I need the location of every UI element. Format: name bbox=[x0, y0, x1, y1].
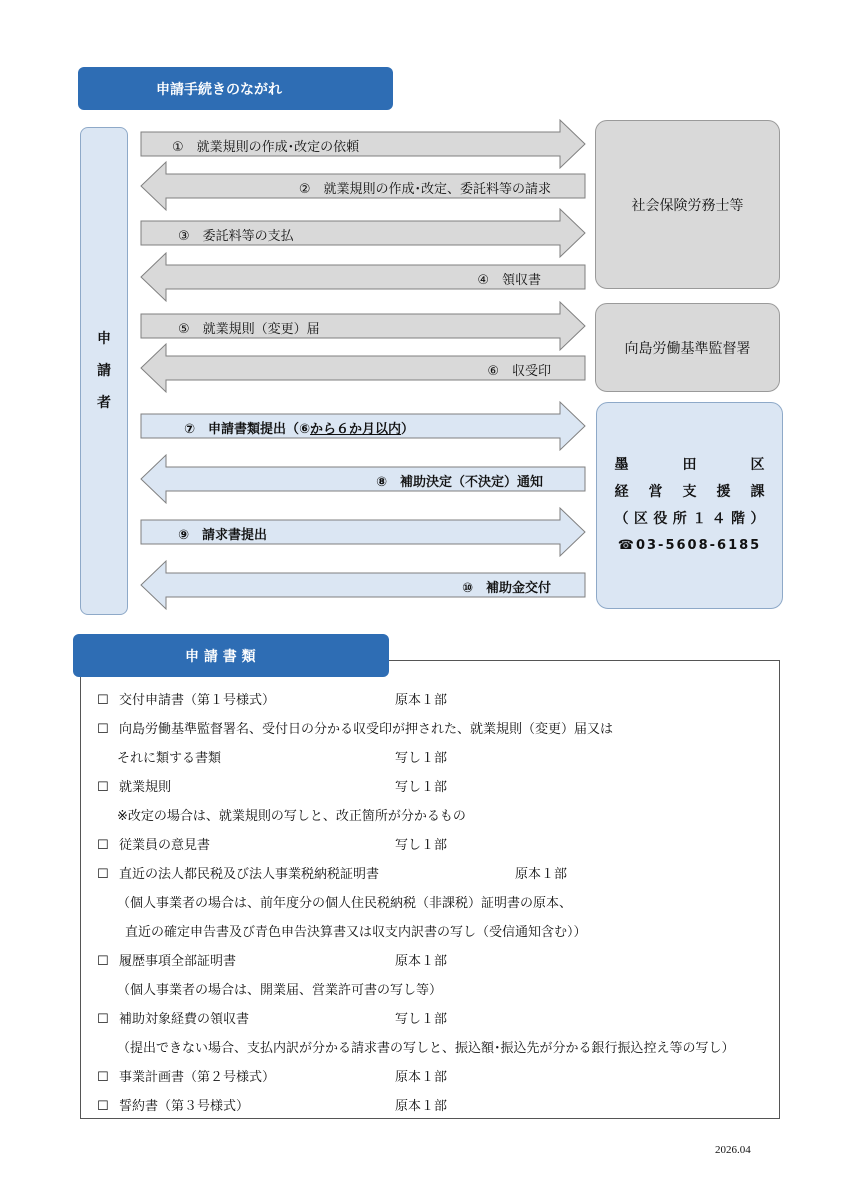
document-copies: 写し１部 bbox=[395, 1012, 448, 1027]
document-item-text: （提出できない場合、支払内訳が分かる請求書の写しと、振込額･振込先が分かる銀行振込控え等の写し） bbox=[117, 1041, 735, 1056]
office-char: 営 bbox=[648, 484, 663, 500]
document-item bbox=[117, 747, 221, 766]
step-7-tail: ） bbox=[401, 422, 415, 437]
office-char: 経 bbox=[614, 484, 629, 500]
step-1-label: ① 就業規則の作成･改定の依頼 bbox=[172, 140, 360, 155]
office-char: １ bbox=[692, 511, 707, 527]
checkbox-icon[interactable]: ☐ bbox=[97, 722, 109, 737]
office-department bbox=[615, 479, 765, 506]
step-7-label bbox=[184, 418, 414, 437]
document-item-text: 誓約書（第３号様式） bbox=[119, 1099, 250, 1114]
office-char: 支 bbox=[682, 484, 697, 500]
document-item-text: 直近の法人都民税及び法人事業税納税証明書 bbox=[119, 867, 380, 882]
document-item-text: それに類する書類 bbox=[117, 751, 222, 766]
step-9-label: ⑨ 請求書提出 bbox=[178, 528, 268, 543]
document-item bbox=[97, 1095, 249, 1114]
checkbox-icon[interactable]: ☐ bbox=[97, 780, 109, 795]
checkbox-icon[interactable]: ☐ bbox=[97, 1099, 109, 1114]
docs-section-title bbox=[73, 634, 389, 677]
document-item bbox=[97, 1008, 249, 1027]
sharoushi-label: 社会保険労務士等 bbox=[631, 197, 744, 214]
document-item-text: （個人事業者の場合は、開業届、営業許可書の写し等） bbox=[117, 983, 443, 998]
office-char: 階 bbox=[731, 511, 746, 527]
document-item bbox=[97, 834, 210, 853]
office-char: 課 bbox=[750, 484, 765, 500]
office-char: 墨 bbox=[614, 457, 629, 473]
document-copies: 原本１部 bbox=[395, 954, 448, 969]
step-7-text: ⑦ 申請書類提出（⑥ bbox=[184, 422, 311, 437]
step-10-label: ⑩ 補助金交付 bbox=[461, 581, 551, 596]
applicant-char: 申 bbox=[97, 331, 111, 347]
document-item-text: 履歴事項全部証明書 bbox=[119, 954, 237, 969]
document-item bbox=[117, 979, 442, 998]
document-date: 2026.04 bbox=[715, 1144, 751, 1156]
checkbox-icon[interactable]: ☐ bbox=[97, 1070, 109, 1085]
document-item bbox=[97, 950, 236, 969]
document-item bbox=[97, 1066, 275, 1085]
kantoku-box bbox=[595, 303, 780, 392]
document-item-text: （個人事業者の場合は、前年度分の個人住民税納税（非課税）証明書の原本、 bbox=[117, 896, 573, 911]
document-item bbox=[125, 921, 587, 940]
step-6-label: ⑥ 収受印 bbox=[487, 364, 551, 379]
flow-title-text: 申請手続きのながれ bbox=[156, 81, 282, 98]
document-copies: 原本１部 bbox=[395, 1099, 448, 1114]
document-item-text: 交付申請書（第１号様式） bbox=[119, 693, 276, 708]
document-item-text: 就業規則 bbox=[119, 780, 172, 795]
document-item bbox=[97, 863, 379, 882]
document-item bbox=[117, 892, 572, 911]
document-copies: 写し１部 bbox=[395, 751, 448, 766]
document-item-text: 向島労働基準監督署名、受付日の分かる収受印が押された、就業規則（変更）届又は bbox=[119, 722, 614, 737]
document-item bbox=[97, 689, 275, 708]
document-item bbox=[97, 776, 171, 795]
step-5-label: ⑤ 就業規則（変更）届 bbox=[178, 322, 320, 337]
document-item bbox=[117, 805, 466, 824]
office-char: 田 bbox=[682, 457, 697, 473]
document-item bbox=[117, 1037, 735, 1056]
document-item-text: 従業員の意見書 bbox=[119, 838, 211, 853]
step-8-label: ⑧ 補助決定（不決定）通知 bbox=[375, 475, 543, 490]
document-item-text: 事業計画書（第２号様式） bbox=[119, 1070, 276, 1085]
step-7-deadline: から６か月以内 bbox=[310, 422, 402, 437]
office-char: 区 bbox=[750, 457, 765, 473]
step-2-label: ② 就業規則の作成･改定、委託料等の請求 bbox=[298, 182, 551, 197]
office-phone: ☎03-5608-6185 bbox=[617, 538, 762, 553]
checkbox-icon[interactable]: ☐ bbox=[97, 867, 109, 882]
office-char: ） bbox=[750, 511, 765, 527]
document-item-text: ※改定の場合は、就業規則の写しと、改正箇所が分かるもの bbox=[117, 809, 466, 824]
office-ward bbox=[615, 452, 765, 479]
office-char: 区 bbox=[633, 511, 648, 527]
checkbox-icon[interactable]: ☐ bbox=[97, 838, 109, 853]
sharoushi-box bbox=[595, 120, 780, 289]
checkbox-icon[interactable]: ☐ bbox=[97, 954, 109, 969]
document-copies: 写し１部 bbox=[395, 780, 448, 795]
checkbox-icon[interactable]: ☐ bbox=[97, 1012, 109, 1027]
office-box bbox=[596, 402, 783, 609]
document-copies: 原本１部 bbox=[395, 693, 448, 708]
kantoku-label: 向島労働基準監督署 bbox=[624, 340, 751, 357]
step-4-label: ④ 領収書 bbox=[477, 273, 541, 288]
office-floor bbox=[615, 506, 765, 533]
document-copies: 原本１部 bbox=[395, 1070, 448, 1085]
docs-title-text: 申 請 書 類 bbox=[185, 648, 256, 665]
applicant-char: 者 bbox=[97, 395, 111, 411]
office-char: ４ bbox=[711, 511, 726, 527]
document-item bbox=[97, 718, 613, 737]
office-char: 援 bbox=[716, 484, 731, 500]
document-item-text: 補助対象経費の領収書 bbox=[119, 1012, 250, 1027]
office-char: （ bbox=[614, 511, 629, 527]
applicant-char: 請 bbox=[97, 363, 111, 379]
document-copies: 写し１部 bbox=[395, 838, 448, 853]
checkbox-icon[interactable]: ☐ bbox=[97, 693, 109, 708]
document-item-text: 直近の確定申告書及び青色申告決算書又は収支内訳書の写し（受信通知含む）） bbox=[125, 925, 587, 940]
office-char: 所 bbox=[672, 511, 687, 527]
office-char: 役 bbox=[653, 511, 668, 527]
step-3-label: ③ 委託料等の支払 bbox=[178, 229, 294, 244]
document-copies: 原本１部 bbox=[515, 867, 568, 882]
